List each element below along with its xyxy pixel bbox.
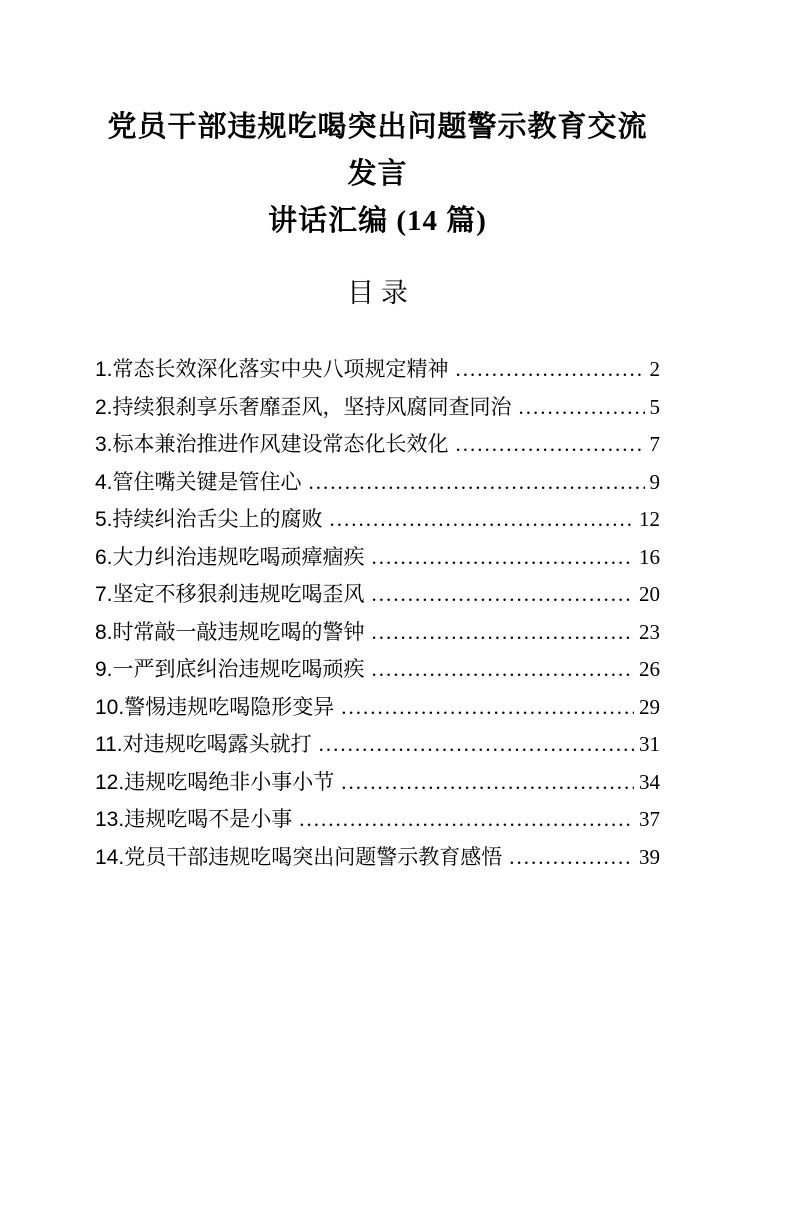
toc-dot-leader <box>456 351 645 389</box>
toc-row[interactable] <box>95 726 660 764</box>
toc-row[interactable] <box>95 351 660 389</box>
page-title-line-1: 党员干部违规吃喝突出问题警示教育交流发言 <box>107 111 648 190</box>
toc-entry-label: 3.标本兼治推进作风建设常态化长效化 <box>95 433 449 456</box>
toc-page-number: 39 <box>639 844 660 869</box>
toc-page-number: 34 <box>639 769 660 794</box>
toc-page-number: 31 <box>639 732 660 756</box>
toc-entry-label: 13.违规吃喝不是小事 <box>95 808 293 831</box>
page-title-line-2: 讲话汇编 (14 篇) <box>268 205 487 237</box>
toc-row[interactable] <box>95 651 660 689</box>
toc-row[interactable] <box>95 614 660 652</box>
toc-page-number: 16 <box>639 544 660 569</box>
toc-page-number: 29 <box>639 694 660 719</box>
toc-dot-leader <box>456 426 645 464</box>
toc-page-number: 26 <box>639 657 660 681</box>
toc-row[interactable] <box>95 464 660 502</box>
toc-entry-label: 5.持续纠治舌尖上的腐败 <box>95 508 323 531</box>
toc-row[interactable] <box>95 576 660 614</box>
toc-row[interactable] <box>95 801 660 839</box>
toc-entry-label: 9.一严到底纠治违规吃喝顽疾 <box>95 658 365 681</box>
toc-entry-label: 7.坚定不移狠刹违规吃喝歪风 <box>95 583 365 606</box>
toc-row[interactable] <box>95 539 660 577</box>
toc-page-number: 20 <box>639 582 660 606</box>
toc-list <box>95 351 660 876</box>
toc-page-number: 7 <box>649 432 660 456</box>
toc-page-number: 5 <box>649 394 660 419</box>
toc-row[interactable] <box>95 764 660 802</box>
toc-row[interactable] <box>95 501 660 539</box>
toc-dot-leader <box>509 839 634 877</box>
document-page <box>0 104 793 1226</box>
toc-page-number: 12 <box>639 507 660 531</box>
toc-dot-leader <box>372 576 634 614</box>
toc-row[interactable] <box>95 839 660 877</box>
toc-dot-leader <box>372 651 634 689</box>
toc-page-number: 2 <box>649 357 660 381</box>
toc-dot-leader <box>341 689 634 727</box>
toc-dot-leader <box>519 389 645 427</box>
toc-dot-leader <box>330 501 634 539</box>
toc-dot-leader <box>319 726 634 764</box>
toc-row[interactable] <box>95 426 660 464</box>
toc-page-number: 9 <box>649 469 660 494</box>
toc-page-number: 23 <box>639 619 660 644</box>
toc-entry-label: 10.警惕违规吃喝隐形变异 <box>95 695 335 719</box>
toc-dot-leader <box>372 539 634 577</box>
toc-dot-leader <box>372 614 634 652</box>
toc-entry-label: 12.违规吃喝绝非小事小节 <box>95 770 335 794</box>
toc-dot-leader <box>341 764 634 802</box>
toc-dot-leader <box>309 464 645 502</box>
toc-dot-leader <box>299 801 634 839</box>
toc-page-number: 37 <box>639 807 660 831</box>
toc-heading: 目 录 <box>347 278 408 308</box>
toc-row[interactable] <box>95 689 660 727</box>
toc-entry-label: 1.常态长效深化落实中央八项规定精神 <box>95 358 449 381</box>
toc-entry-label: 2.持续狠刹享乐奢靡歪风，坚持风腐同查同治 <box>95 395 512 419</box>
toc-entry-label: 14.党员干部违规吃喝突出问题警示教育感悟 <box>95 845 503 869</box>
page-title <box>95 104 660 245</box>
toc-entry-label: 8.时常敲一敲违规吃喝的警钟 <box>95 620 365 644</box>
toc-row[interactable] <box>95 389 660 427</box>
toc-entry-label: 4.管住嘴关键是管住心 <box>95 470 302 494</box>
toc-entry-label: 6.大力纠治违规吃喝顽瘴痼疾 <box>95 545 365 569</box>
toc-entry-label: 11.对违规吃喝露头就打 <box>95 733 312 756</box>
